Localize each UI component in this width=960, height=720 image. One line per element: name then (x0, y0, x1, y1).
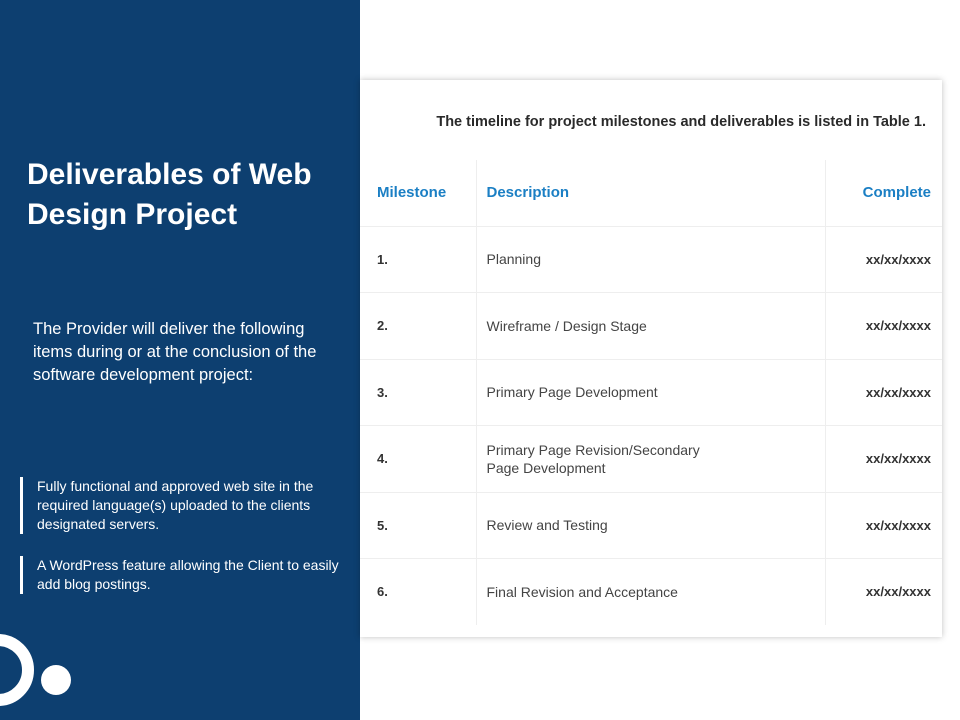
header-complete: Complete (825, 160, 942, 226)
description-cell (476, 359, 825, 426)
table-row (360, 426, 942, 493)
milestone-cell: 6. (360, 559, 476, 625)
complete-cell: xx/xx/xxxx (825, 359, 942, 426)
table-header-row (360, 160, 942, 226)
complete-cell: xx/xx/xxxx (825, 559, 942, 625)
description-cell (476, 559, 825, 625)
description-cell (476, 226, 825, 293)
header-milestone: Milestone (377, 184, 447, 202)
header-description: Description (476, 160, 825, 226)
table-row (360, 226, 942, 293)
description-text: Primary Page Revision/Secondary Page Development (486, 441, 700, 476)
milestone-cell: 4. (360, 426, 476, 493)
table-row (360, 359, 942, 426)
complete-cell: xx/xx/xxxx (825, 293, 942, 360)
left-panel (0, 0, 360, 720)
milestone-cell: 5. (360, 492, 476, 559)
timeline-table (360, 160, 942, 625)
decorative-dot (41, 665, 71, 695)
milestone-cell: 2. (360, 293, 476, 360)
table-row (360, 559, 942, 625)
description-text: Wireframe / Design Stage (486, 317, 647, 334)
table-caption: The timeline for project milestones and deliverables is listed in Table 1. (436, 114, 926, 130)
milestone-cell: 3. (360, 359, 476, 426)
complete-cell: xx/xx/xxxx (825, 426, 942, 493)
intro-text: The Provider will deliver the following items during or at the conclusion of the software development project: (33, 320, 317, 384)
decorative-ring (0, 634, 34, 706)
bullet-item: A WordPress feature allowing the Client to easily add blog postings. (20, 556, 347, 594)
description-cell (476, 293, 825, 360)
table-row (360, 293, 942, 360)
slide-title: Deliverables of Web Design Project (27, 158, 312, 231)
description-cell (476, 492, 825, 559)
timeline-card (360, 80, 942, 637)
table-row (360, 492, 942, 559)
bullet-item: Fully functional and approved web site in the required language(s) uploaded to the clients designated servers. (20, 477, 347, 534)
complete-cell: xx/xx/xxxx (825, 492, 942, 559)
description-text: Final Revision and Acceptance (486, 583, 678, 600)
description-text: Primary Page Development (486, 384, 658, 401)
description-text: Review and Testing (486, 517, 608, 534)
description-cell (476, 426, 825, 493)
complete-cell: xx/xx/xxxx (825, 226, 942, 293)
milestone-cell: 1. (360, 226, 476, 293)
description-text: Planning (486, 251, 541, 268)
